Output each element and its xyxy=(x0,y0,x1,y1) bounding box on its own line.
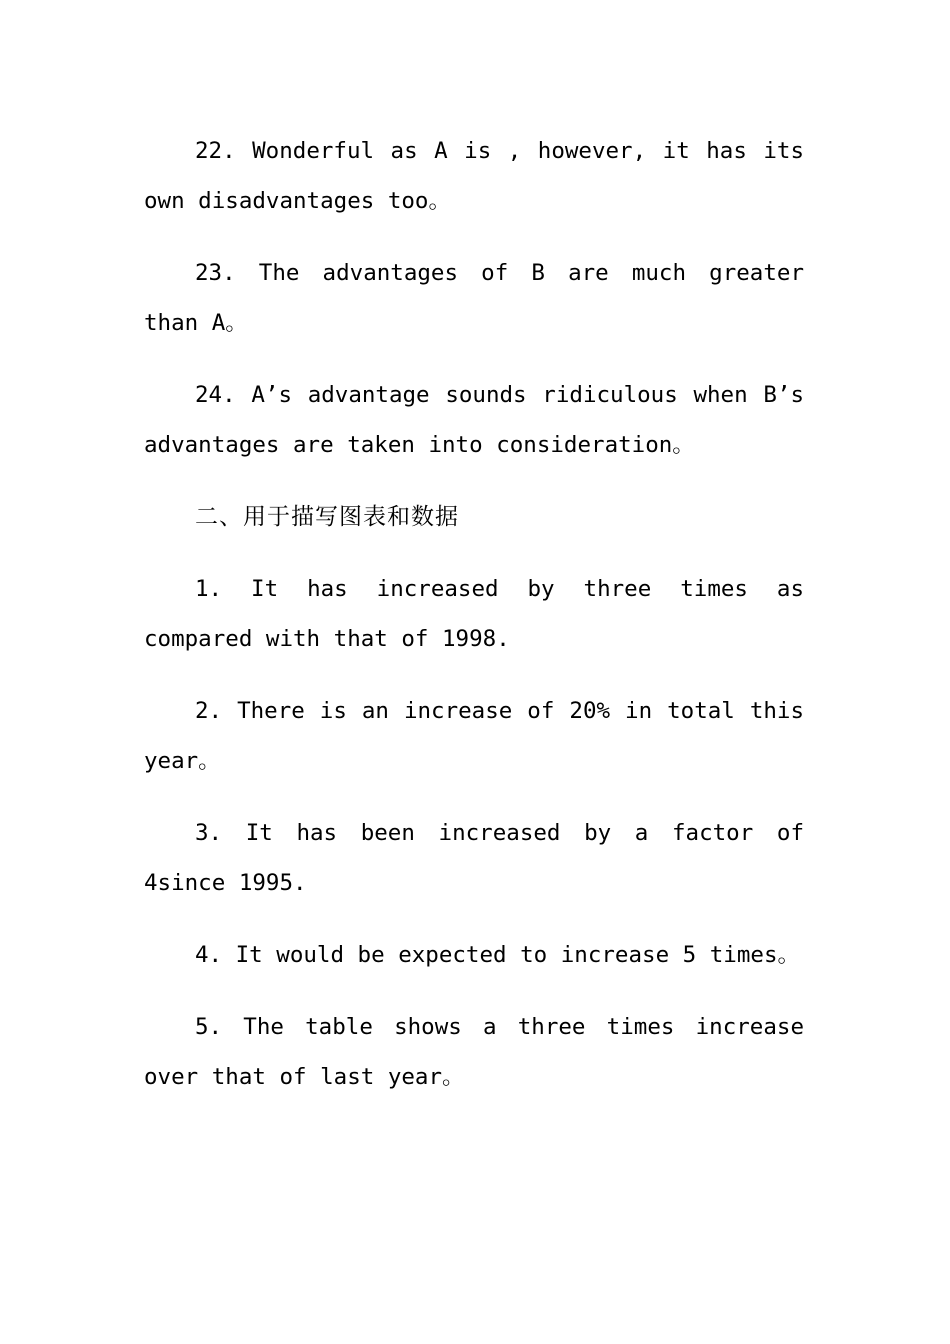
document-body xyxy=(144,126,804,1124)
sentence-22: 22. Wonderful as A is , however, it has its own disadvantages too。 xyxy=(144,138,804,214)
chart-sentence-4: 4. It would be expected to increase 5 times。 xyxy=(195,942,800,968)
chart-sentence-5: 5. The table shows a three times increase over that of last year。 xyxy=(144,1014,804,1090)
chart-sentence-1: 1. It has increased by three times as compared with that of 1998. xyxy=(144,576,804,652)
sentence-24: 24. A’s advantage sounds ridiculous when B’s advantages are taken into consideration。 xyxy=(144,382,804,458)
sentence-23: 23. The advantages of B are much greater than A。 xyxy=(144,260,804,336)
chart-sentence-3: 3. It has been increased by a factor of 4since 1995. xyxy=(144,820,804,896)
chart-sentence-2: 2. There is an increase of 20% in total this year。 xyxy=(144,698,804,774)
section-heading: 二、用于描写图表和数据 xyxy=(195,504,459,530)
